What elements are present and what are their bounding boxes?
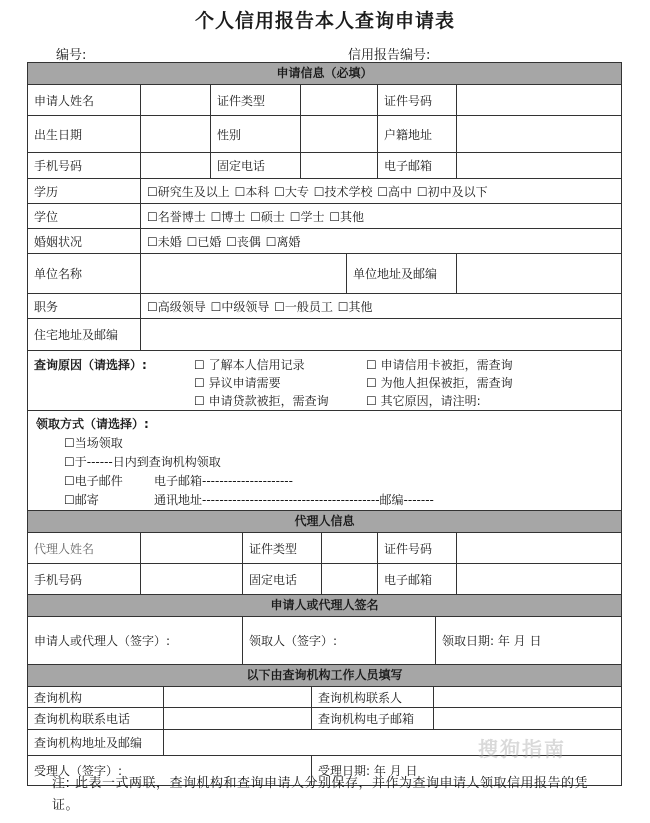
collect-mail-option[interactable]: ☐邮寄 — [64, 493, 99, 507]
position-options[interactable]: ☐高级领导 ☐中级领导 ☐一般员工 ☐其他 — [147, 299, 373, 314]
section-applicant-info: 申请信息（必填） — [28, 63, 621, 85]
label-agent-id-number: 证件号码 — [378, 533, 457, 563]
label-education: 学历 — [28, 179, 141, 203]
field-id-number[interactable] — [457, 85, 621, 115]
label-agent-phone: 固定电话 — [243, 564, 322, 594]
section-staff: 以下由查询机构工作人员填写 — [28, 665, 621, 687]
staff-row-1 — [28, 687, 621, 708]
field-household-address[interactable] — [457, 116, 621, 152]
field-applicant-name[interactable] — [141, 85, 211, 115]
label-gender: 性别 — [211, 116, 301, 152]
marital-row — [28, 229, 621, 254]
agent-row-2 — [28, 564, 621, 595]
label-degree: 学位 — [28, 204, 141, 228]
label-household-address: 户籍地址 — [378, 116, 457, 152]
collection-method-block — [28, 411, 621, 511]
collect-onsite-option[interactable]: ☐当场领取 — [64, 436, 123, 450]
collect-email-option[interactable]: ☐电子邮件 — [64, 474, 123, 488]
marital-options[interactable]: ☐未婚 ☐已婚 ☐丧偶 ☐离婚 — [147, 234, 301, 249]
receiver-signature[interactable]: 领取人（签字）: — [243, 617, 436, 664]
footer-note: 注: 此表一式两联，查询机构和查询申请人分别保存，并作为查询申请人领取信用报告的凭证。 — [52, 776, 589, 813]
field-agent-email[interactable] — [457, 564, 621, 594]
label-agent-name: 代理人姓名 — [28, 533, 141, 563]
watermark: 搜狗指南 — [478, 737, 566, 761]
signature-row — [28, 617, 621, 665]
label-marital-status: 婚姻状况 — [28, 229, 141, 253]
field-agent-name[interactable] — [141, 533, 243, 563]
education-options[interactable]: ☐研究生及以上 ☐本科 ☐大专 ☐技术学校 ☐高中 ☐初中及以下 — [147, 184, 488, 199]
field-birth-date[interactable] — [141, 116, 211, 152]
label-phone: 固定电话 — [211, 153, 301, 178]
label-agency-email: 查询机构电子邮箱 — [312, 708, 434, 729]
field-home-address[interactable] — [141, 319, 621, 350]
reason-dispute[interactable]: ☐ 异议申请需要 — [194, 376, 281, 390]
field-employer-address[interactable] — [457, 254, 621, 293]
field-employer[interactable] — [141, 254, 347, 293]
education-row — [28, 179, 621, 204]
employer-row — [28, 254, 621, 294]
applicant-row-2 — [28, 116, 621, 153]
collect-mail-address[interactable]: 通讯地址----------------------------------------- — [154, 493, 380, 507]
field-agent-id-type[interactable] — [322, 533, 378, 563]
reason-guarantee-rejected[interactable]: ☐ 为他人担保被拒，需查询 — [366, 376, 513, 390]
reason-know-record[interactable]: ☐ 了解本人信用记录 — [194, 358, 305, 372]
handle-date[interactable]: 受理日期: 年 月 日 — [318, 764, 418, 778]
collect-email-field[interactable]: 电子邮箱--------------------- — [154, 474, 293, 488]
home-address-row — [28, 319, 621, 351]
collection-method-title: 领取方式（请选择）: — [36, 417, 149, 431]
collect-mail-zip[interactable]: 邮编------- — [379, 493, 434, 507]
field-agent-phone[interactable] — [322, 564, 378, 594]
position-row — [28, 294, 621, 319]
report-number-label: 信用报告编号: — [348, 48, 431, 63]
field-gender[interactable] — [301, 116, 378, 152]
label-agency: 查询机构 — [28, 687, 164, 707]
field-agency-phone[interactable] — [164, 708, 312, 729]
degree-options[interactable]: ☐名誉博士 ☐博士 ☐硕士 ☐学士 ☐其他 — [147, 209, 365, 224]
form-number-label: 编号: — [56, 48, 87, 63]
label-agent-mobile: 手机号码 — [28, 564, 141, 594]
agent-row-1 — [28, 533, 621, 564]
collect-mail-row — [36, 491, 613, 510]
collect-email-row — [36, 472, 613, 491]
field-agency-contact[interactable] — [434, 687, 621, 707]
label-agency-phone: 查询机构联系电话 — [28, 708, 164, 729]
collect-in-days-option[interactable]: ☐于------日内到查询机构领取 — [64, 455, 221, 469]
form-title: 个人信用报告本人查询申请表 — [194, 10, 455, 32]
reason-other[interactable]: ☐ 其它原因，请注明: — [366, 394, 481, 408]
label-agent-id-type: 证件类型 — [243, 533, 322, 563]
query-reason-title: 查询原因（请选择）: — [34, 358, 147, 372]
label-home-address: 住宅地址及邮编 — [28, 319, 141, 350]
reason-credit-card-rejected[interactable]: ☐ 申请信用卡被拒，需查询 — [366, 358, 513, 372]
section-agent-info: 代理人信息 — [28, 511, 621, 533]
applicant-signature[interactable]: 申请人或代理人（签字）: — [28, 617, 243, 664]
applicant-row-1 — [28, 85, 621, 116]
field-agency-email[interactable] — [434, 708, 621, 729]
reason-loan-rejected[interactable]: ☐ 申请贷款被拒，需查询 — [194, 394, 329, 408]
field-email[interactable] — [457, 153, 621, 178]
label-id-number: 证件号码 — [378, 85, 457, 115]
field-mobile[interactable] — [141, 153, 211, 178]
field-phone[interactable] — [301, 153, 378, 178]
label-employer-address: 单位地址及邮编 — [347, 254, 457, 293]
label-mobile: 手机号码 — [28, 153, 141, 178]
label-applicant-name: 申请人姓名 — [28, 85, 141, 115]
query-reason-block — [28, 351, 621, 411]
label-id-type: 证件类型 — [211, 85, 301, 115]
label-agency-address: 查询机构地址及邮编 — [28, 730, 164, 755]
receive-date[interactable]: 领取日期: 年 月 日 — [442, 634, 542, 648]
label-position: 职务 — [28, 294, 141, 318]
field-agent-mobile[interactable] — [141, 564, 243, 594]
application-form — [27, 62, 622, 786]
handler-signature[interactable]: 受理人（签字）: — [28, 756, 312, 785]
label-email: 电子邮箱 — [378, 153, 457, 178]
field-id-type[interactable] — [301, 85, 378, 115]
staff-row-2 — [28, 708, 621, 730]
field-agency[interactable] — [164, 687, 312, 707]
label-birth-date: 出生日期 — [28, 116, 141, 152]
section-signature: 申请人或代理人签名 — [28, 595, 621, 617]
applicant-row-3 — [28, 153, 621, 179]
field-agent-id-number[interactable] — [457, 533, 621, 563]
degree-row — [28, 204, 621, 229]
label-agency-contact: 查询机构联系人 — [312, 687, 434, 707]
label-employer: 单位名称 — [28, 254, 141, 293]
label-agent-email: 电子邮箱 — [378, 564, 457, 594]
